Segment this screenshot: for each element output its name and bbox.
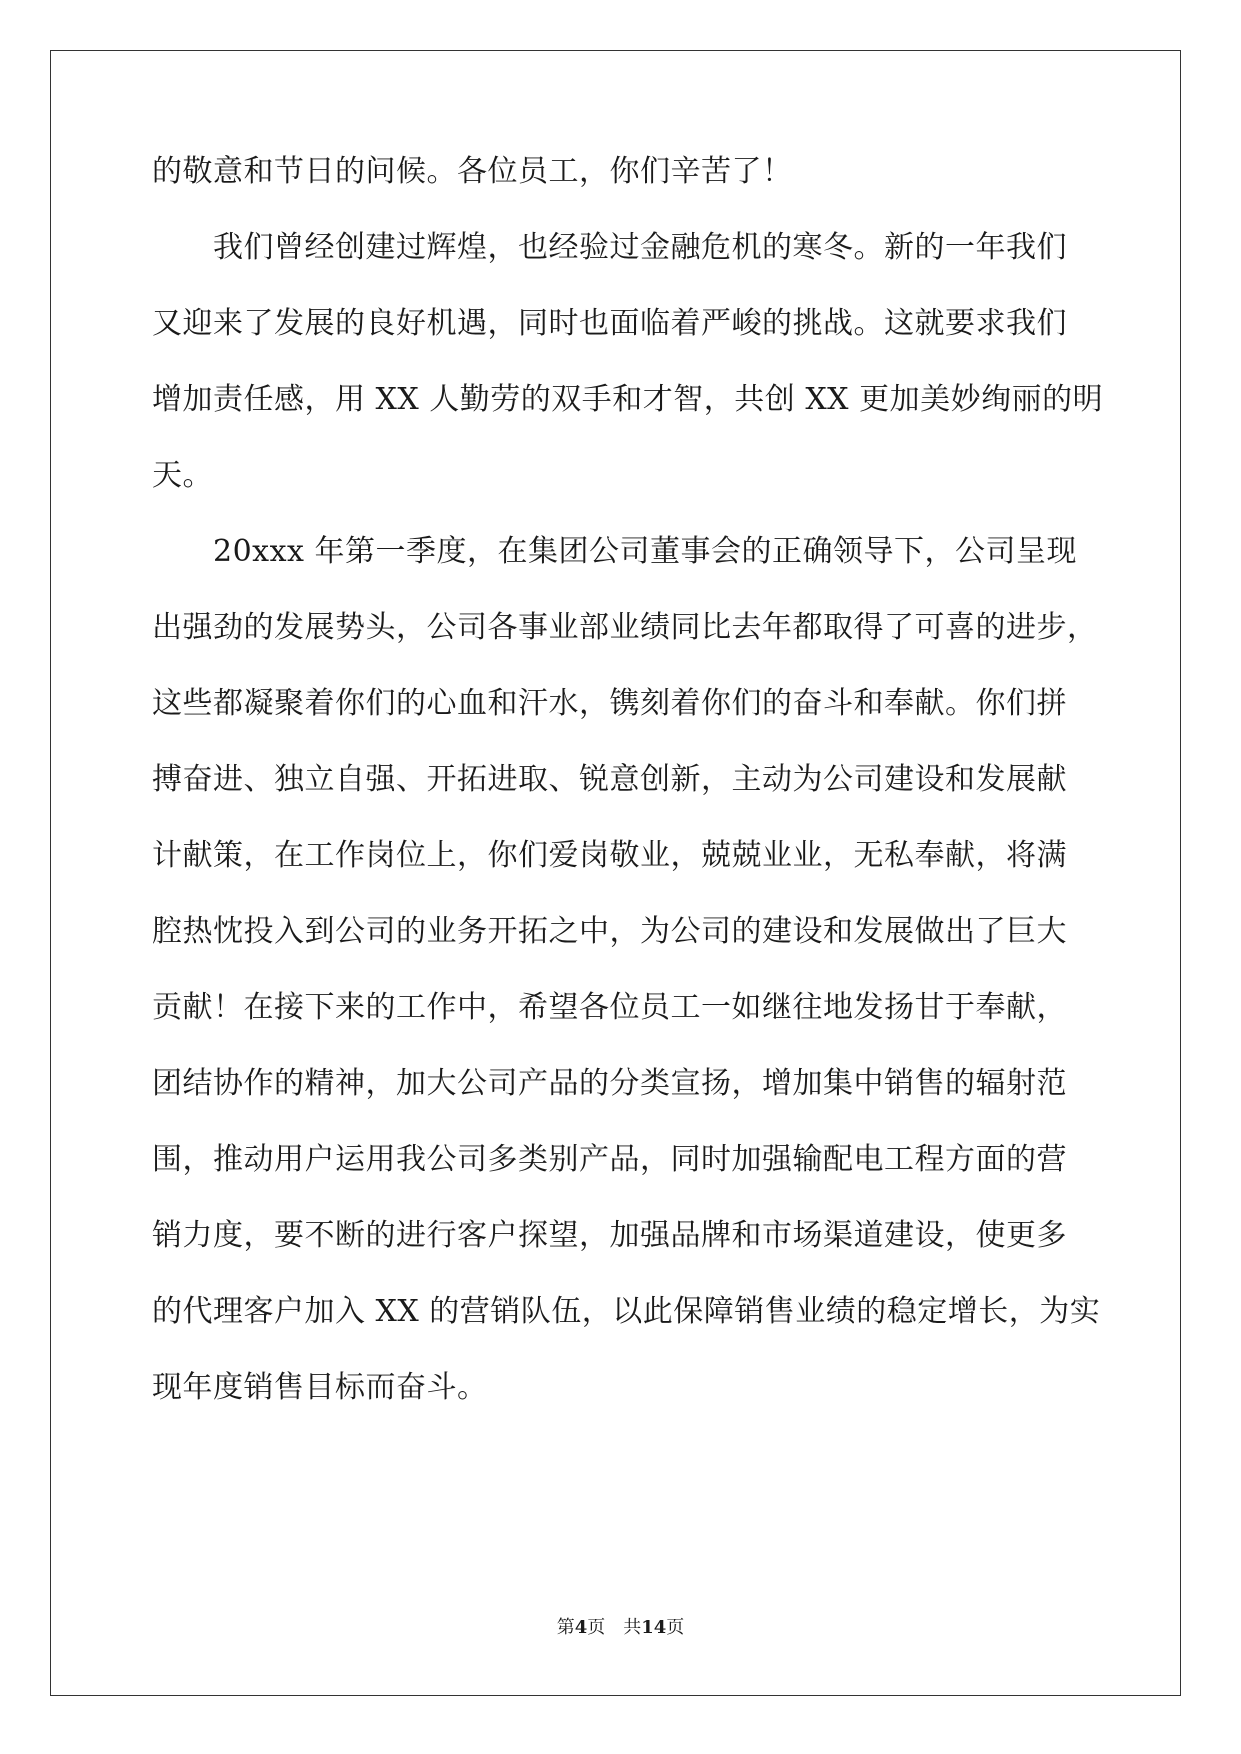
text-line: 贡献！在接下来的工作中，希望各位员工一如继往地发扬甘于奉献， <box>152 990 1067 1025</box>
text-line: 腔热忱投入到公司的业务开拓之中，为公司的建设和发展做出了巨大 <box>152 914 1067 949</box>
text-line: 增加责任感，用 XX 人勤劳的双手和才智，共创 XX 更加美妙绚丽的明 <box>152 382 1104 417</box>
text-line: 销力度，要不断的进行客户探望，加强品牌和市场渠道建设，使更多 <box>152 1218 1067 1253</box>
page-footer <box>0 1616 1241 1640</box>
text-line: 又迎来了发展的良好机遇，同时也面临着严峻的挑战。这就要求我们 <box>152 306 1067 341</box>
current-page-number: 4 <box>574 1617 588 1638</box>
text-line: 的代理客户加入 XX 的营销队伍，以此保障销售业绩的稳定增长，为实 <box>152 1294 1101 1329</box>
footer-prefix: 第 <box>556 1617 575 1638</box>
text-line: 团结协作的精神，加大公司产品的分类宣扬，增加集中销售的辐射范 <box>152 1066 1067 1101</box>
footer-page-suffix: 页 <box>587 1617 606 1638</box>
text-line: 这些都凝聚着你们的心血和汗水，镌刻着你们的奋斗和奉献。你们拼 <box>152 686 1067 721</box>
total-page-number: 14 <box>641 1617 667 1638</box>
text-line: 围，推动用户运用我公司多类别产品，同时加强输配电工程方面的营 <box>152 1142 1067 1177</box>
footer-total-prefix: 共 <box>623 1617 642 1638</box>
text-line: 20xxx 年第一季度，在集团公司董事会的正确领导下，公司呈现 <box>152 534 1077 569</box>
text-line: 现年度销售目标而奋斗。 <box>152 1370 488 1405</box>
text-line: 的敬意和节日的问候。各位员工，你们辛苦了！ <box>152 154 793 189</box>
text-line: 出强劲的发展势头，公司各事业部业绩同比去年都取得了可喜的进步， <box>152 610 1098 645</box>
footer-total-suffix: 页 <box>666 1617 685 1638</box>
text-line: 天。 <box>152 458 213 493</box>
text-line: 搏奋进、独立自强、开拓进取、锐意创新，主动为公司建设和发展献 <box>152 762 1067 797</box>
text-line: 我们曾经创建过辉煌，也经验过金融危机的寒冬。新的一年我们 <box>152 230 1067 265</box>
text-line: 计献策，在工作岗位上，你们爱岗敬业，兢兢业业，无私奉献，将满 <box>152 838 1067 873</box>
